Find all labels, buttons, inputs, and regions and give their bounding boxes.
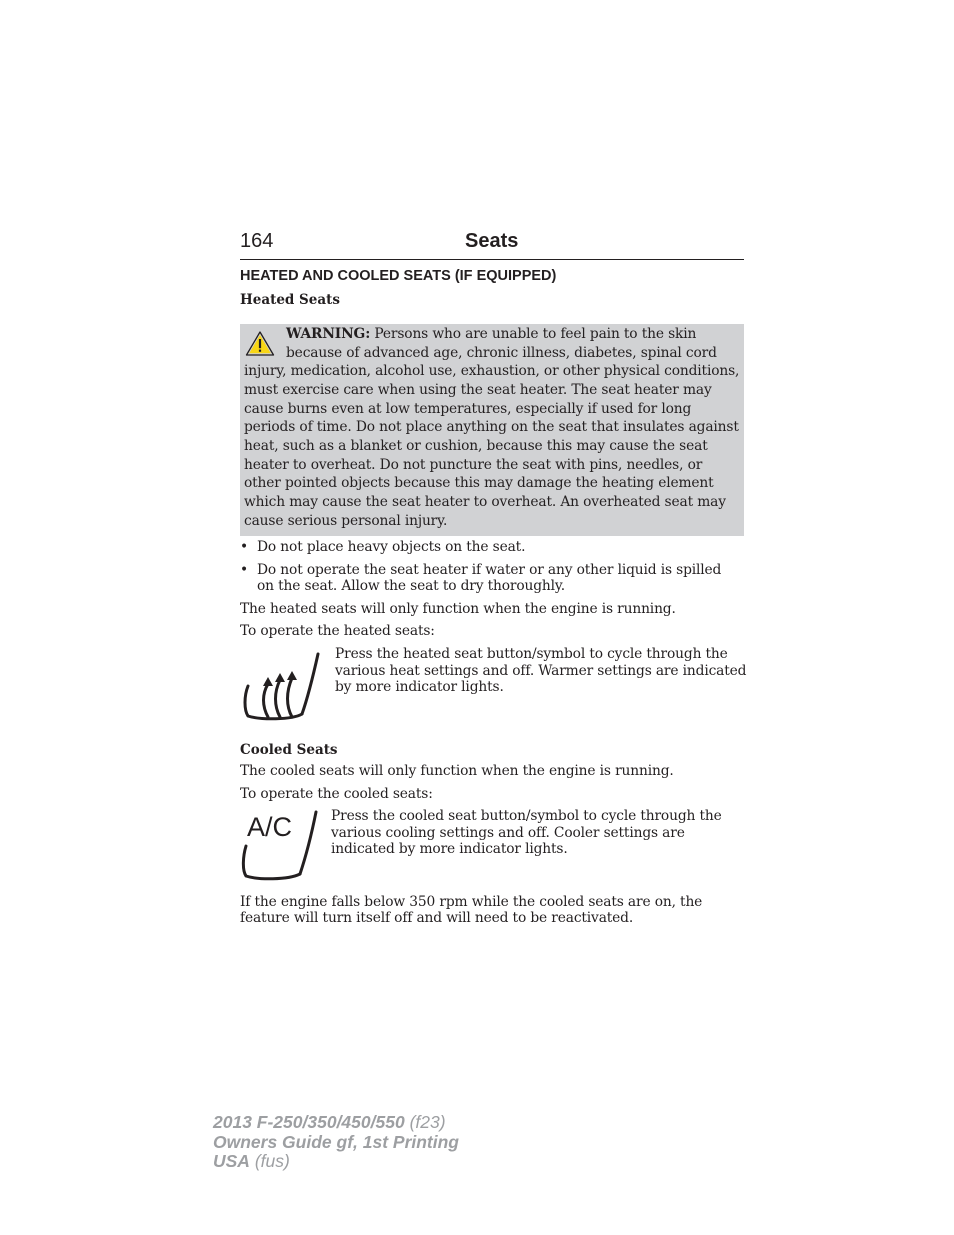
heated-instruction-line: various heat settings and off. Warmer settings are indicated [335, 662, 747, 679]
document-footer [213, 1113, 459, 1172]
heated-seat-icon [242, 650, 324, 723]
warning-line: injury, medication, alcohol use, exhaustion, or other physical conditions, [244, 363, 740, 380]
cooled-engine-note: The cooled seats will only function when the engine is running. [240, 763, 674, 779]
warning-label: WARNING: [286, 326, 371, 342]
heated-engine-note: The heated seats will only function when the engine is running. [240, 601, 676, 617]
footer-model: 2013 F-250/350/450/550 [213, 1112, 405, 1132]
warning-line: heater to overheat. Do not puncture the seat with pins, needles, or [244, 456, 703, 473]
bullet-dot: • [240, 539, 249, 555]
warning-line: cause serious personal injury. [244, 512, 448, 529]
footer-market: USA [213, 1151, 250, 1171]
cooled-instruction-line: indicated by more indicator lights. [331, 841, 568, 857]
header-rule [240, 259, 744, 260]
footer-model-code: (f23) [409, 1112, 446, 1132]
heated-instruction-line: Press the heated seat button/symbol to cycle through the [335, 646, 728, 662]
warning-line: other pointed objects because this may damage the heating element [244, 475, 714, 492]
warning-line: periods of time. Do not place anything on the seat that insulates against [244, 419, 739, 436]
cooled-seat-icon-label: A/C [247, 812, 293, 842]
heated-seats-title: Heated Seats [240, 292, 340, 308]
bullet-item: Do not place heavy objects on the seat. [257, 539, 526, 555]
bullet-item-continued: on the seat. Allow the seat to dry thoroughly. [257, 578, 565, 594]
cooled-seat-icon [240, 808, 324, 882]
page-number: 164 [240, 230, 274, 252]
warning-line: heat, such as a blanket or cushion, because this may cause the seat [244, 437, 708, 454]
footer-guide: Owners Guide gf, 1st Printing [213, 1131, 459, 1152]
cooled-instruction-line: Press the cooled seat button/symbol to cycle through the [331, 808, 722, 824]
rpm-note-line: feature will turn itself off and will need to be reactivated. [240, 910, 634, 926]
warning-line: cause burns even at low temperatures, especially if used for long [244, 400, 692, 417]
warning-line: because of advanced age, chronic illness, diabetes, spinal cord [286, 344, 717, 361]
warning-line: which may cause the seat heater to overheat. An overheated seat may [244, 493, 726, 510]
footer-market-code: (fus) [254, 1151, 290, 1171]
section-title: Seats [465, 230, 519, 252]
bullet-item: Do not operate the seat heater if water or any other liquid is spilled [257, 562, 722, 578]
cooled-instruction-line: various cooling settings and off. Cooler settings are [331, 824, 685, 841]
warning-text [244, 325, 740, 530]
warning-line: must exercise care when using the seat heater. The seat heater may [244, 381, 712, 398]
section-heading: HEATED AND COOLED SEATS (IF EQUIPPED) [240, 268, 557, 284]
cooled-operate-intro: To operate the cooled seats: [240, 786, 433, 802]
heated-operate-intro: To operate the heated seats: [240, 623, 435, 639]
cooled-seats-title: Cooled Seats [240, 742, 338, 758]
bullet-dot: • [240, 562, 249, 578]
heated-instruction-line: by more indicator lights. [335, 679, 504, 695]
warning-line: WARNING: Persons who are unable to feel pain to the skin [286, 326, 697, 342]
rpm-note-line: If the engine falls below 350 rpm while the cooled seats are on, the [240, 894, 703, 910]
